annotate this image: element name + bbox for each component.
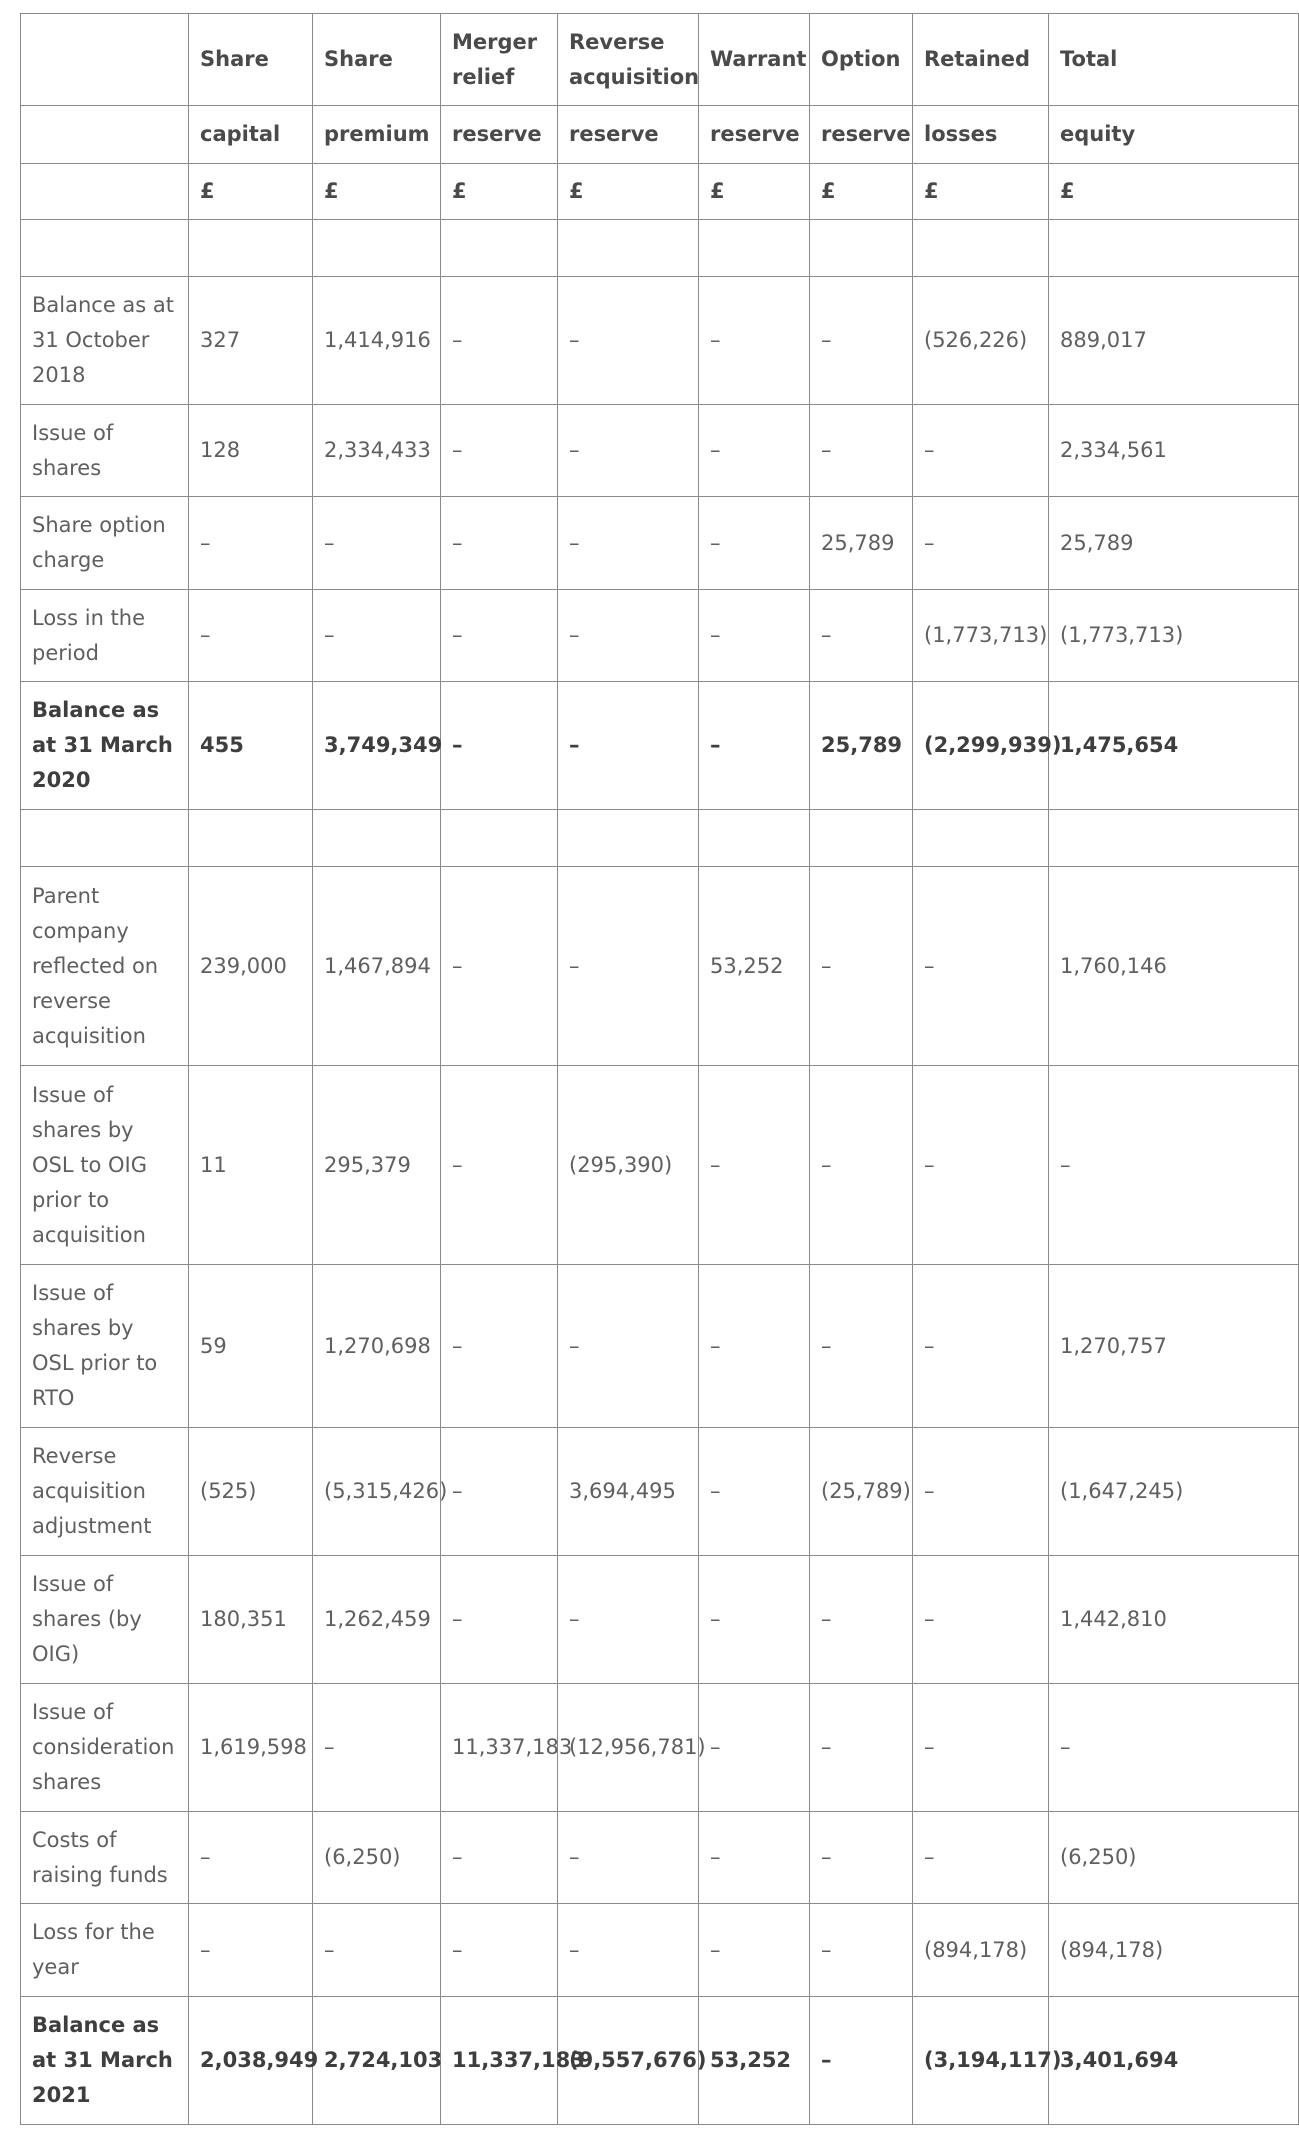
- header-cell-option-reserve: reserve: [810, 106, 913, 164]
- empty-cell: [441, 220, 558, 277]
- cell-retained-losses: (526,226): [913, 277, 1049, 405]
- row-label: Share option charge: [21, 497, 189, 590]
- cell-share-premium: 1,270,698: [313, 1265, 441, 1428]
- cell-share-capital: 180,351: [189, 1556, 313, 1684]
- header-cell-merger-relief-reserve: reserve: [441, 106, 558, 164]
- empty-cell: [913, 810, 1049, 867]
- header-cell-reverse-acquisition-reserve: Reverse acquisition: [558, 14, 699, 106]
- row-label: Issue of consideration shares: [21, 1684, 189, 1812]
- header-cell-share-capital: £: [189, 164, 313, 220]
- cell-warrant-reserve: –: [699, 682, 810, 810]
- table-row: [21, 1556, 1299, 1684]
- cell-option-reserve: –: [810, 1904, 913, 1997]
- header-row: [21, 14, 1299, 106]
- balance-row: [21, 1997, 1299, 2125]
- table-row: [21, 1265, 1299, 1428]
- empty-cell: [313, 810, 441, 867]
- cell-warrant-reserve: –: [699, 277, 810, 405]
- header-cell-total-equity: £: [1049, 164, 1299, 220]
- cell-share-capital: (525): [189, 1428, 313, 1556]
- table-row: [21, 1812, 1299, 1904]
- cell-total-equity: (1,773,713): [1049, 590, 1299, 682]
- cell-option-reserve: –: [810, 1265, 913, 1428]
- cell-share-capital: –: [189, 590, 313, 682]
- cell-retained-losses: (1,773,713): [913, 590, 1049, 682]
- cell-total-equity: 3,401,694: [1049, 1997, 1299, 2125]
- cell-total-equity: 1,442,810: [1049, 1556, 1299, 1684]
- cell-total-equity: –: [1049, 1684, 1299, 1812]
- cell-share-capital: 2,038,949: [189, 1997, 313, 2125]
- header-cell-option-reserve: Option: [810, 14, 913, 106]
- cell-merger-relief-reserve: –: [441, 1812, 558, 1904]
- cell-warrant-reserve: –: [699, 590, 810, 682]
- cell-share-premium: –: [313, 1684, 441, 1812]
- header-cell-total-equity: Total: [1049, 14, 1299, 106]
- cell-reverse-acquisition-reserve: –: [558, 1812, 699, 1904]
- header-cell-total-equity: equity: [1049, 106, 1299, 164]
- cell-merger-relief-reserve: –: [441, 1265, 558, 1428]
- cell-merger-relief-reserve: 11,337,183: [441, 1997, 558, 2125]
- cell-merger-relief-reserve: –: [441, 682, 558, 810]
- cell-retained-losses: –: [913, 1812, 1049, 1904]
- header-cell-share-premium: £: [313, 164, 441, 220]
- cell-warrant-reserve: 53,252: [699, 1997, 810, 2125]
- header-cell-share-capital: capital: [189, 106, 313, 164]
- header-cell-merger-relief-reserve: £: [441, 164, 558, 220]
- cell-option-reserve: –: [810, 1556, 913, 1684]
- empty-cell: [558, 810, 699, 867]
- table-row: [21, 867, 1299, 1066]
- cell-option-reserve: 25,789: [810, 497, 913, 590]
- cell-total-equity: 1,760,146: [1049, 867, 1299, 1066]
- cell-retained-losses: –: [913, 867, 1049, 1066]
- cell-share-premium: 1,414,916: [313, 277, 441, 405]
- cell-total-equity: 1,475,654: [1049, 682, 1299, 810]
- cell-merger-relief-reserve: –: [441, 867, 558, 1066]
- cell-option-reserve: –: [810, 1812, 913, 1904]
- header-cell-row-label: [21, 106, 189, 164]
- cell-share-premium: (5,315,426): [313, 1428, 441, 1556]
- empty-cell: [189, 810, 313, 867]
- cell-share-capital: 239,000: [189, 867, 313, 1066]
- row-label: Parent company reflected on reverse acquisition: [21, 867, 189, 1066]
- empty-cell: [313, 220, 441, 277]
- cell-reverse-acquisition-reserve: –: [558, 405, 699, 497]
- cell-merger-relief-reserve: –: [441, 497, 558, 590]
- cell-share-capital: 1,619,598: [189, 1684, 313, 1812]
- table-row: [21, 590, 1299, 682]
- cell-retained-losses: –: [913, 405, 1049, 497]
- table-row: [21, 277, 1299, 405]
- cell-warrant-reserve: –: [699, 1428, 810, 1556]
- header-cell-row-label: [21, 164, 189, 220]
- cell-merger-relief-reserve: 11,337,183: [441, 1684, 558, 1812]
- cell-option-reserve: –: [810, 1684, 913, 1812]
- cell-reverse-acquisition-reserve: –: [558, 277, 699, 405]
- row-label: Balance as at 31 October 2018: [21, 277, 189, 405]
- cell-reverse-acquisition-reserve: –: [558, 590, 699, 682]
- cell-total-equity: 889,017: [1049, 277, 1299, 405]
- cell-retained-losses: (894,178): [913, 1904, 1049, 1997]
- row-label: Balance as at 31 March 2021: [21, 1997, 189, 2125]
- cell-merger-relief-reserve: –: [441, 1428, 558, 1556]
- empty-cell: [441, 810, 558, 867]
- header-cell-retained-losses: £: [913, 164, 1049, 220]
- cell-total-equity: –: [1049, 1066, 1299, 1265]
- header-cell-warrant-reserve: £: [699, 164, 810, 220]
- table-row: [21, 1428, 1299, 1556]
- row-label: Issue of shares by OSL prior to RTO: [21, 1265, 189, 1428]
- cell-total-equity: 2,334,561: [1049, 405, 1299, 497]
- row-label: Issue of shares: [21, 405, 189, 497]
- cell-warrant-reserve: –: [699, 1066, 810, 1265]
- cell-share-capital: 128: [189, 405, 313, 497]
- cell-warrant-reserve: –: [699, 1265, 810, 1428]
- row-label: Loss for the year: [21, 1904, 189, 1997]
- row-label: Reverse acquisition adjustment: [21, 1428, 189, 1556]
- table-row: [21, 1066, 1299, 1265]
- cell-share-capital: –: [189, 497, 313, 590]
- empty-cell: [810, 810, 913, 867]
- cell-share-capital: –: [189, 1812, 313, 1904]
- header-cell-merger-relief-reserve: Merger relief: [441, 14, 558, 106]
- cell-warrant-reserve: –: [699, 1556, 810, 1684]
- cell-share-premium: 2,724,103: [313, 1997, 441, 2125]
- cell-merger-relief-reserve: –: [441, 1904, 558, 1997]
- row-label: Issue of shares by OSL to OIG prior to acquisition: [21, 1066, 189, 1265]
- cell-reverse-acquisition-reserve: –: [558, 682, 699, 810]
- empty-cell: [1049, 810, 1299, 867]
- cell-total-equity: 1,270,757: [1049, 1265, 1299, 1428]
- cell-share-premium: 3,749,349: [313, 682, 441, 810]
- header-cell-share-premium: premium: [313, 106, 441, 164]
- cell-total-equity: (1,647,245): [1049, 1428, 1299, 1556]
- empty-cell: [189, 220, 313, 277]
- cell-option-reserve: –: [810, 277, 913, 405]
- cell-share-premium: 2,334,433: [313, 405, 441, 497]
- spacer-row: [21, 810, 1299, 867]
- cell-reverse-acquisition-reserve: –: [558, 1556, 699, 1684]
- cell-retained-losses: (3,194,117): [913, 1997, 1049, 2125]
- header-cell-share-capital: Share: [189, 14, 313, 106]
- cell-share-premium: 295,379: [313, 1066, 441, 1265]
- cell-option-reserve: –: [810, 1066, 913, 1265]
- cell-reverse-acquisition-reserve: –: [558, 1265, 699, 1428]
- table-container: [20, 13, 1184, 2136]
- empty-cell: [913, 220, 1049, 277]
- table-row: [21, 497, 1299, 590]
- cell-reverse-acquisition-reserve: –: [558, 497, 699, 590]
- cell-share-capital: 327: [189, 277, 313, 405]
- header-cell-share-premium: Share: [313, 14, 441, 106]
- header-cell-retained-losses: Retained: [913, 14, 1049, 106]
- header-cell-reverse-acquisition-reserve: £: [558, 164, 699, 220]
- empty-cell: [699, 810, 810, 867]
- cell-retained-losses: –: [913, 1556, 1049, 1684]
- cell-retained-losses: –: [913, 1066, 1049, 1265]
- header-cell-retained-losses: losses: [913, 106, 1049, 164]
- header-cell-row-label: [21, 14, 189, 106]
- cell-option-reserve: (25,789): [810, 1428, 913, 1556]
- cell-share-capital: 455: [189, 682, 313, 810]
- header-cell-option-reserve: £: [810, 164, 913, 220]
- cell-option-reserve: –: [810, 590, 913, 682]
- cell-retained-losses: –: [913, 1428, 1049, 1556]
- table-body: [21, 14, 1299, 2125]
- cell-reverse-acquisition-reserve: –: [558, 1904, 699, 1997]
- row-label: Costs of raising funds: [21, 1812, 189, 1904]
- cell-share-premium: 1,262,459: [313, 1556, 441, 1684]
- cell-share-premium: –: [313, 1904, 441, 1997]
- row-label: Loss in the period: [21, 590, 189, 682]
- header-row: [21, 164, 1299, 220]
- header-cell-warrant-reserve: Warrant: [699, 14, 810, 106]
- cell-reverse-acquisition-reserve: –: [558, 867, 699, 1066]
- cell-warrant-reserve: 53,252: [699, 867, 810, 1066]
- cell-share-premium: –: [313, 590, 441, 682]
- cell-option-reserve: –: [810, 405, 913, 497]
- cell-warrant-reserve: –: [699, 405, 810, 497]
- cell-total-equity: 25,789: [1049, 497, 1299, 590]
- spacer-row: [21, 220, 1299, 277]
- cell-option-reserve: –: [810, 1997, 913, 2125]
- cell-total-equity: (6,250): [1049, 1812, 1299, 1904]
- cell-share-premium: 1,467,894: [313, 867, 441, 1066]
- cell-merger-relief-reserve: –: [441, 405, 558, 497]
- cell-reverse-acquisition-reserve: (295,390): [558, 1066, 699, 1265]
- cell-option-reserve: 25,789: [810, 682, 913, 810]
- balance-row: [21, 682, 1299, 810]
- cell-share-capital: 59: [189, 1265, 313, 1428]
- cell-merger-relief-reserve: –: [441, 1066, 558, 1265]
- empty-cell: [1049, 220, 1299, 277]
- empty-cell: [21, 810, 189, 867]
- empty-cell: [558, 220, 699, 277]
- cell-warrant-reserve: –: [699, 497, 810, 590]
- cell-reverse-acquisition-reserve: (9,557,676): [558, 1997, 699, 2125]
- cell-reverse-acquisition-reserve: (12,956,781): [558, 1684, 699, 1812]
- cell-merger-relief-reserve: –: [441, 277, 558, 405]
- cell-share-capital: –: [189, 1904, 313, 1997]
- header-row: [21, 106, 1299, 164]
- cell-total-equity: (894,178): [1049, 1904, 1299, 1997]
- cell-retained-losses: –: [913, 1684, 1049, 1812]
- table-row: [21, 1684, 1299, 1812]
- cell-retained-losses: –: [913, 497, 1049, 590]
- cell-retained-losses: –: [913, 1265, 1049, 1428]
- header-cell-warrant-reserve: reserve: [699, 106, 810, 164]
- cell-share-premium: –: [313, 497, 441, 590]
- cell-share-capital: 11: [189, 1066, 313, 1265]
- row-label: Balance as at 31 March 2020: [21, 682, 189, 810]
- cell-share-premium: (6,250): [313, 1812, 441, 1904]
- equity-statement-table: [20, 13, 1299, 2125]
- table-row: [21, 405, 1299, 497]
- cell-warrant-reserve: –: [699, 1684, 810, 1812]
- empty-cell: [810, 220, 913, 277]
- cell-warrant-reserve: –: [699, 1812, 810, 1904]
- cell-retained-losses: (2,299,939): [913, 682, 1049, 810]
- header-cell-reverse-acquisition-reserve: reserve: [558, 106, 699, 164]
- table-row: [21, 1904, 1299, 1997]
- cell-merger-relief-reserve: –: [441, 1556, 558, 1684]
- row-label: Issue of shares (by OIG): [21, 1556, 189, 1684]
- cell-merger-relief-reserve: –: [441, 590, 558, 682]
- cell-option-reserve: –: [810, 867, 913, 1066]
- cell-reverse-acquisition-reserve: 3,694,495: [558, 1428, 699, 1556]
- empty-cell: [699, 220, 810, 277]
- empty-cell: [21, 220, 189, 277]
- cell-warrant-reserve: –: [699, 1904, 810, 1997]
